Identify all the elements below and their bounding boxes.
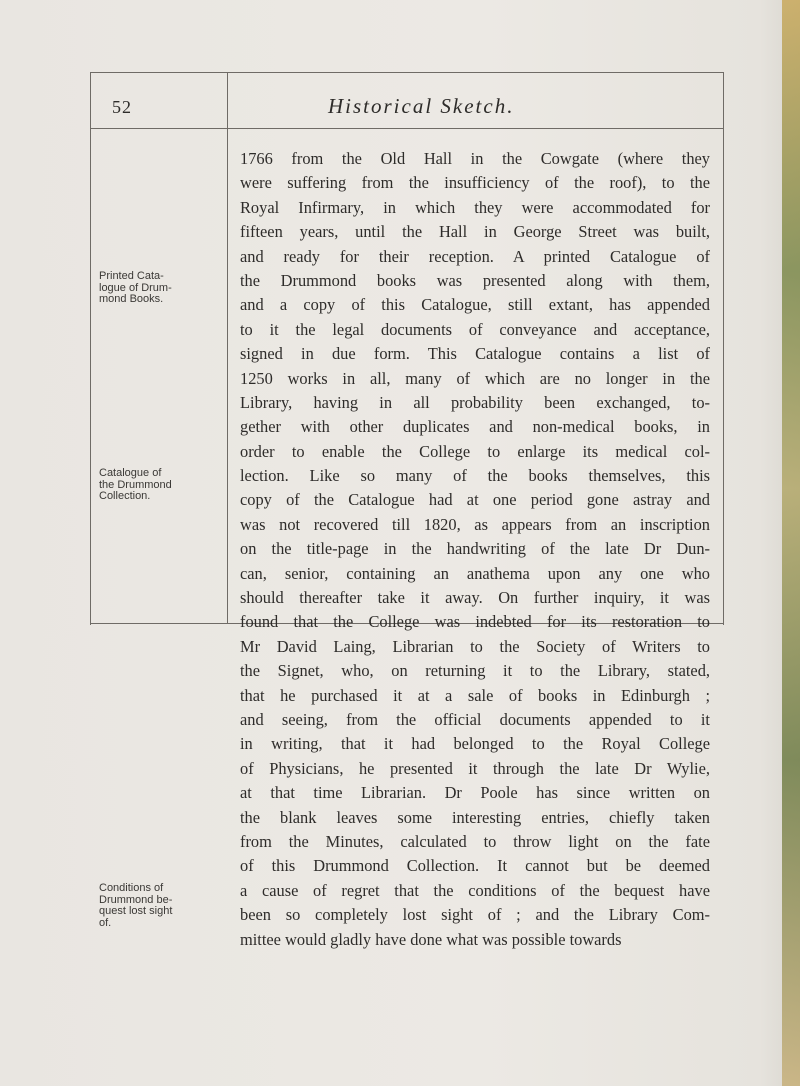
text-line: that he purchased it at a sale of books in Edinburgh ; xyxy=(240,685,710,705)
text-line: mittee would gladly have done what was possible towards xyxy=(240,929,622,949)
running-title: Historical Sketch. xyxy=(328,94,515,118)
text-line: 1250 works in all, many of which are no longer in the xyxy=(240,368,710,388)
text-line: copy of the Catalogue had at one period gone astray and xyxy=(240,490,710,510)
text-line: the Signet, who, on returning it to the Library, stated, xyxy=(240,661,710,681)
text-line: signed in due form. This Catalogue contains a list of xyxy=(240,344,710,364)
text-line: to it the legal documents of conveyance and acceptance, xyxy=(240,319,710,339)
header-rule xyxy=(90,128,724,129)
text-line: at that time Librarian. Dr Poole has since written on xyxy=(240,783,710,803)
sidenote-catalogue-collection: Catalogue of the Drummond Collection. xyxy=(99,467,172,502)
text-line: gether with other duplicates and non-medical books, in xyxy=(240,417,710,437)
text-line: a cause of regret that the conditions of the bequest have xyxy=(240,880,710,900)
text-line: been so completely lost sight of ; and the Library Com- xyxy=(240,905,710,925)
text-line: and a copy of this Catalogue, still extant, has appended xyxy=(240,295,710,315)
text-line: order to enable the College to enlarge its medical col- xyxy=(240,441,710,461)
text-line: should thereafter take it away. On further inquiry, it was xyxy=(240,588,710,608)
text-line: in writing, that it had belonged to the Royal College xyxy=(240,734,710,754)
text-line: and ready for their reception. A printed Catalogue of xyxy=(240,246,710,266)
sidenote-conditions-bequest: Conditions of Drummond be- quest lost sight of. xyxy=(99,882,173,929)
page-number: 52 xyxy=(112,97,132,117)
text-line: lection. Like so many of the books themselves, this xyxy=(240,466,710,486)
text-line: and seeing, from the official documents appended to it xyxy=(240,709,710,729)
text-line: were suffering from the insufficiency of the roof), to the xyxy=(240,173,710,193)
text-line: of Physicians, he presented it through the late Dr Wylie, xyxy=(240,758,710,778)
text-line: the Drummond books was presented along with them, xyxy=(240,270,710,290)
text-line: found that the College was indebted for its restoration to xyxy=(240,612,710,632)
text-line: can, senior, containing an anathema upon any one who xyxy=(240,563,710,583)
sidenote-printed-catalogue: Printed Cata- logue of Drum- mond Books. xyxy=(99,270,172,305)
text-line: was not recovered till 1820, as appears from an inscription xyxy=(240,514,710,534)
text-line: from the Minutes, calculated to throw light on the fate xyxy=(240,831,710,851)
text-line: fifteen years, until the Hall in George Street was built, xyxy=(240,222,710,242)
body-text xyxy=(240,147,710,952)
text-line: Royal Infirmary, in which they were accommodated for xyxy=(240,197,710,217)
text-line: the blank leaves some interesting entries, chiefly taken xyxy=(240,807,710,827)
text-line: on the title-page in the handwriting of the late Dr Dun- xyxy=(240,539,710,559)
text-line: Mr David Laing, Librarian to the Society of Writers to xyxy=(240,636,710,656)
text-line: 1766 from the Old Hall in the Cowgate (where they xyxy=(240,149,710,168)
text-line: of this Drummond Collection. It cannot but be deemed xyxy=(240,856,710,876)
margin-rule xyxy=(227,72,228,624)
book-edge xyxy=(782,0,800,1086)
text-line: Library, having in all probability been exchanged, to- xyxy=(240,392,710,412)
